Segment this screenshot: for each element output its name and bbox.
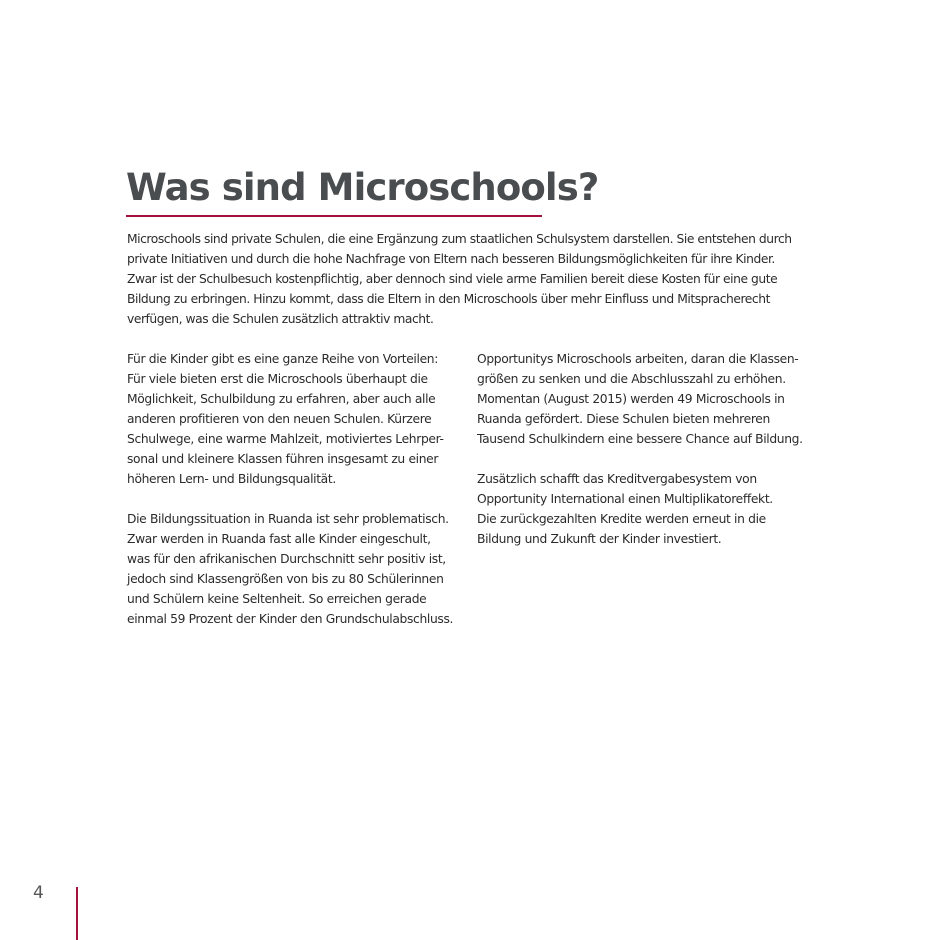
intro-line: Microschools sind private Schulen, die eine Ergänzung zum staatlichen Schulsystem darstellen. Sie entstehen durch [127,232,792,246]
intro-line: Zwar ist der Schulbesuch kostenpflichtig, aber dennoch sind viele arme Familien bereit diese Kosten für eine gute [127,272,778,286]
text-line: Zwar werden in Ruanda fast alle Kinder eingeschult, [127,532,431,546]
rwanda-situation-paragraph [127,509,467,629]
text-line: und Schülern keine Seltenheit. So erreichen gerade [127,592,427,606]
text-line: einmal 59 Prozent der Kinder den Grundschulabschluss. [127,612,454,626]
right-column [477,349,817,569]
page-title: Was sind Microschools? [126,166,599,209]
text-line: sonal und kleinere Klassen führen insgesamt zu einer [127,452,439,466]
text-line: Momentan (August 2015) werden 49 Microschools in [477,392,785,406]
text-line: Möglichkeit, Schulbildung zu erfahren, aber auch alle [127,392,436,406]
text-line: größen zu senken und die Abschlusszahl zu erhöhen. [477,372,786,386]
left-column [127,349,467,649]
text-line: anderen profitieren von den neuen Schulen. Kürzere [127,412,432,426]
text-line: Opportunitys Microschools arbeiten, daran die Klassen- [477,352,799,366]
title-underline [126,215,542,217]
text-line: Tausend Schulkindern eine bessere Chance auf Bildung. [477,432,803,446]
text-line: Die zurückgezahlten Kredite werden erneut in die [477,512,766,526]
text-line: Opportunity International einen Multiplikatoreffekt. [477,492,773,506]
intro-line: private Initiativen und durch die hohe Nachfrage von Eltern nach besseren Bildungsmöglichkeiten für ihre Kinder. [127,252,775,266]
intro-line: Bildung zu erbringen. Hinzu kommt, dass die Eltern in den Microschools über mehr Einfluss und Mitspracherecht [127,292,770,306]
intro-paragraph [127,229,827,329]
multiplier-effect-paragraph [477,469,817,549]
text-line: höheren Lern- und Bildungsqualität. [127,472,336,486]
opportunity-microschools-paragraph [477,349,817,449]
footer-vertical-rule [76,887,78,940]
text-line: Ruanda gefördert. Diese Schulen bieten mehreren [477,412,770,426]
page-number: 4 [33,883,44,903]
text-line: was für den afrikanischen Durchschnitt sehr positiv ist, [127,552,446,566]
intro-line: verfügen, was die Schulen zusätzlich attraktiv macht. [127,312,434,326]
text-line: Schulwege, eine warme Mahlzeit, motiviertes Lehrper- [127,432,444,446]
advantages-paragraph [127,349,467,489]
text-line: Bildung und Zukunft der Kinder investiert. [477,532,722,546]
text-line: Für viele bieten erst die Microschools überhaupt die [127,372,428,386]
text-line: Zusätzlich schafft das Kreditvergabesystem von [477,472,757,486]
text-line: jedoch sind Klassengrößen von bis zu 80 Schülerinnen [127,572,444,586]
text-line: Für die Kinder gibt es eine ganze Reihe von Vorteilen: [127,352,439,366]
text-line: Die Bildungssituation in Ruanda ist sehr problematisch. [127,512,449,526]
